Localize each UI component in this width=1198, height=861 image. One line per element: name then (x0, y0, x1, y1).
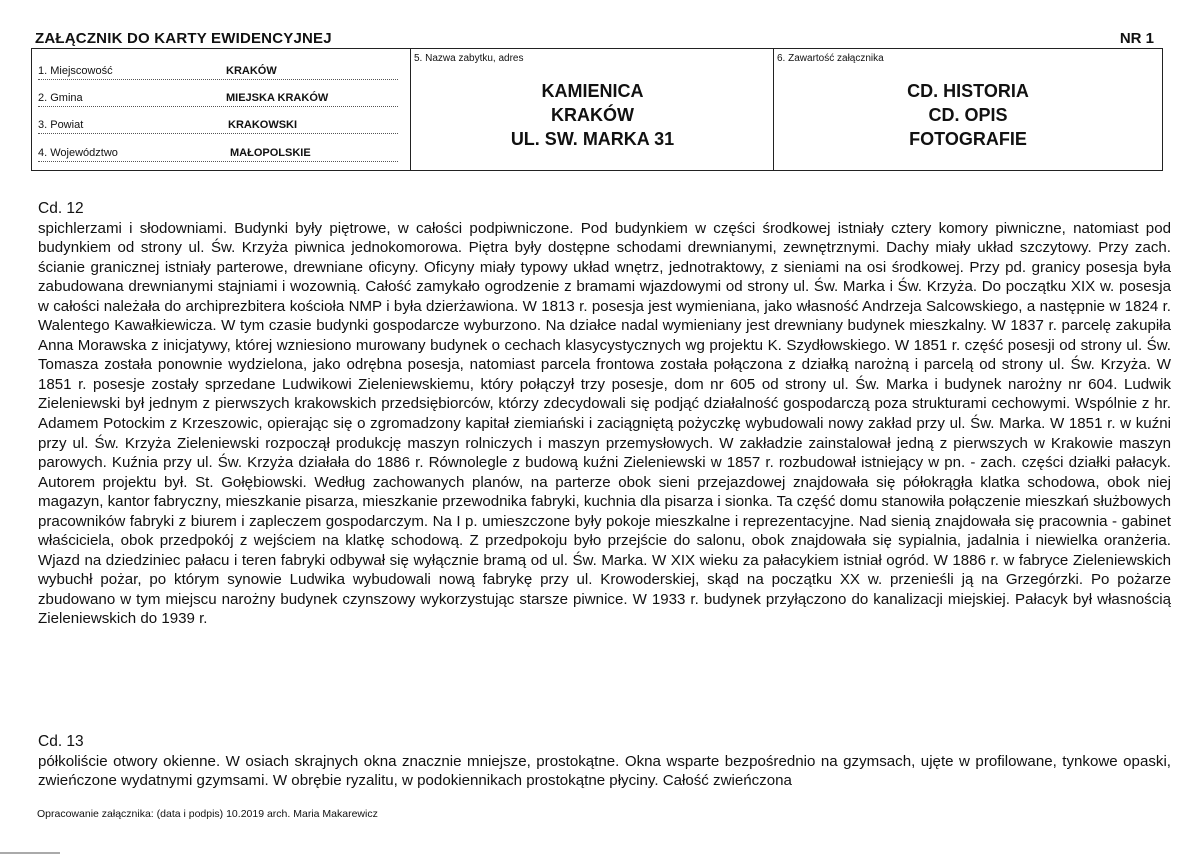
header-table (31, 48, 1163, 171)
prepared-by-note: Opracowanie załącznika: (data i podpis) 10.2019 arch. Maria Makarewicz (37, 808, 378, 820)
field-commune (38, 88, 398, 107)
monument-name (411, 79, 774, 151)
location-fields (32, 49, 410, 170)
field-locality (38, 61, 398, 80)
scan-artifact (0, 852, 60, 854)
contents-line: CD. OPIS (928, 105, 1008, 125)
field-voivodeship (38, 143, 398, 162)
field-label: 2. Gmina (38, 92, 83, 104)
section-cd-13 (38, 732, 1171, 791)
contents-label: 6. Zawartość załącznika (777, 53, 884, 64)
monument-line: UL. SW. MARKA 31 (510, 129, 675, 149)
contents-list (774, 79, 1162, 151)
field-value: MAŁOPOLSKIE (230, 147, 311, 159)
monument-line: KRAKÓW (551, 105, 634, 125)
field-district (38, 115, 398, 134)
section-cd-12 (38, 199, 1171, 629)
field-label: 1. Miejscowość (38, 65, 113, 77)
section-heading: Cd. 12 (38, 200, 84, 217)
monument-label: 5. Nazwa zabytku, adres (414, 53, 524, 64)
field-label: 3. Powiat (38, 119, 84, 131)
field-value: KRAKOWSKI (228, 119, 298, 131)
field-value: MIEJSKA KRAKÓW (226, 92, 329, 104)
contents-cell (773, 49, 1162, 170)
contents-line: FOTOGRAFIE (909, 129, 1027, 149)
section-heading: Cd. 13 (38, 733, 84, 750)
field-value: KRAKÓW (226, 65, 277, 77)
monument-line: KAMIENICA (541, 81, 644, 101)
monument-cell (410, 49, 774, 170)
sheet-number: NR 1 (1119, 30, 1154, 47)
field-label: 4. Województwo (38, 147, 118, 159)
section-text: półkoliście otwory okienne. W osiach skrajnych okna znacznie mniejsze, prostokątne. Okna wsparte bezpośrednio na gzymsach, ujęte w profilowane, tynkowe opaski, zwieńczone wydatnymi gzymsami. W obrębie ryzalitu, w podokiennikach prostokątne płyciny. Całość zwieńczona (38, 752, 1171, 790)
contents-line: CD. HISTORIA (907, 81, 1029, 101)
section-text: spichlerzami i słodowniami. Budynki były piętrowe, w całości podpiwniczone. Pod budynkiem w części środkowej istniały cztery komory piwniczne, natomiast pod budynkiem od strony ul. Św. Krzyża piwnica jednokomorowa. Piętra były dostępne schodami drewnianymi, zewnętrznymi. Dachy miały układ szczytowy. Przy zach. ścianie granicznej istniały parterowe, drewniane oficyny. Oficyny miały typowy układ wnętrz, jednotraktowy, z sieniami na osi środkowej. Przy pd. granicy posesja była zabudowana drewnianymi stajniami i wozownią. Całość zamykało ogrodzenie z bramami wjazdowymi od strony ul. Św. Marka i Św. Krzyża. Do początku XIX w. posesja w całości należała do archiprezbitera kościoła NMP i była dzierżawiona. W 1813 r. posesja jest wymieniana, jako własność Andrzeja Salcowskiego, a następnie w 1824 r. Walentego Kawałkiewicza. W tym czasie budynki gospodarcze wyburzono. Na działce nadal wymieniany jest drewniany budynek mieszkalny. W 1837 r. parcelę zakupiła Anna Morawska z inicjatywy, której wzniesiono murowany budynek o cechach klasycystycznych wg projektu K. Szydłowskiego. W 1851 r. część posesji od strony ul. Św. Tomasza została ponownie wydzielona, jako odrębna posesja, natomiast parcela frontowa została połączona z działką narożną i parcelą od strony ul. Św. Krzyża. W 1851 r. posesje zostały sprzedane Ludwikowi Zieleniewskiemu, który połączył trzy posesje, dom nr 605 od strony ul. Św. Marka i budynek narożny nr 604. Ludwik Zieleniewski był jednym z pierwszych krakowskich przedsiębiorców, którzy zdecydowali się podjąć działalność gospodarczą poza strukturami cechowymi. Wspólnie z hr. Adamem Potockim z Krzeszowic, opierając się o zgromadzony kapitał ziemiański i zaciągniętą pożyczkę wybudowali nowy zakład przy ul. Św. Marka. W 1851 r. w kuźni przy ul. Św. Krzyża Zieleniewski rozpoczął produkcję maszyn rolniczych i maszyn przemysłowych. W zakładzie zainstalował jedną z pierwszych w Krakowie maszyn parowych. Kuźnia przy ul. Św. Krzyża działała do 1886 r. Równolegle z budową kuźni Zieleniewski w 1857 r. rozbudował istniejący w pn. - zach. części działki pałacyk. Autorem projektu był. St. Gołębiowski. Według zachowanych planów, na parterze obok sieni przejazdowej znajdowała się półokrągła klatka schodowa, obok niej magazyn, kantor fabryczny, mieszkanie pisarza, mieszkanie przewodnika fabryki, kuchnia dla pisarza i sionka. Ta część domu stanowiła połączenie mieszkań służbowych pracowników fabryki z biurem i zapleczem gospodarczym. Na I p. umieszczone były pokoje mieszkalne i reprezentacyjne. Nad sienią znajdowała się pracownia - gabinet właściciela, obok przedpokój z wejściem na klatkę schodową. Z przedpokoju było przejście do salonu, obok znajdowała się sypialnia, jadalnia i niewielka oranżeria. Wjazd na dziedziniec pałacu i teren fabryki odbywał się wyłącznie bramą od ul. Św. Marka. W XIX wieku za pałacykiem istniał ogród. W 1886 r. w fabryce Zieleniewskich wybuchł pożar, po którym synowie Ludwika wybudowali nową fabrykę przy ul. Krowoderskiej, skąd na początku XX w. przenieśli ją na Grzegórzki. Po pożarze zbudowano w tym miejscu narożny budynek czynszowy wykorzystując starsze piwnice. W 1933 r. budynek przyłączono do kanalizacji miejskiej. Pałacyk był własnością Zieleniewskich do 1939 r. (38, 219, 1171, 628)
document-title: ZAŁĄCZNIK DO KARTY EWIDENCYJNEJ (35, 30, 332, 47)
